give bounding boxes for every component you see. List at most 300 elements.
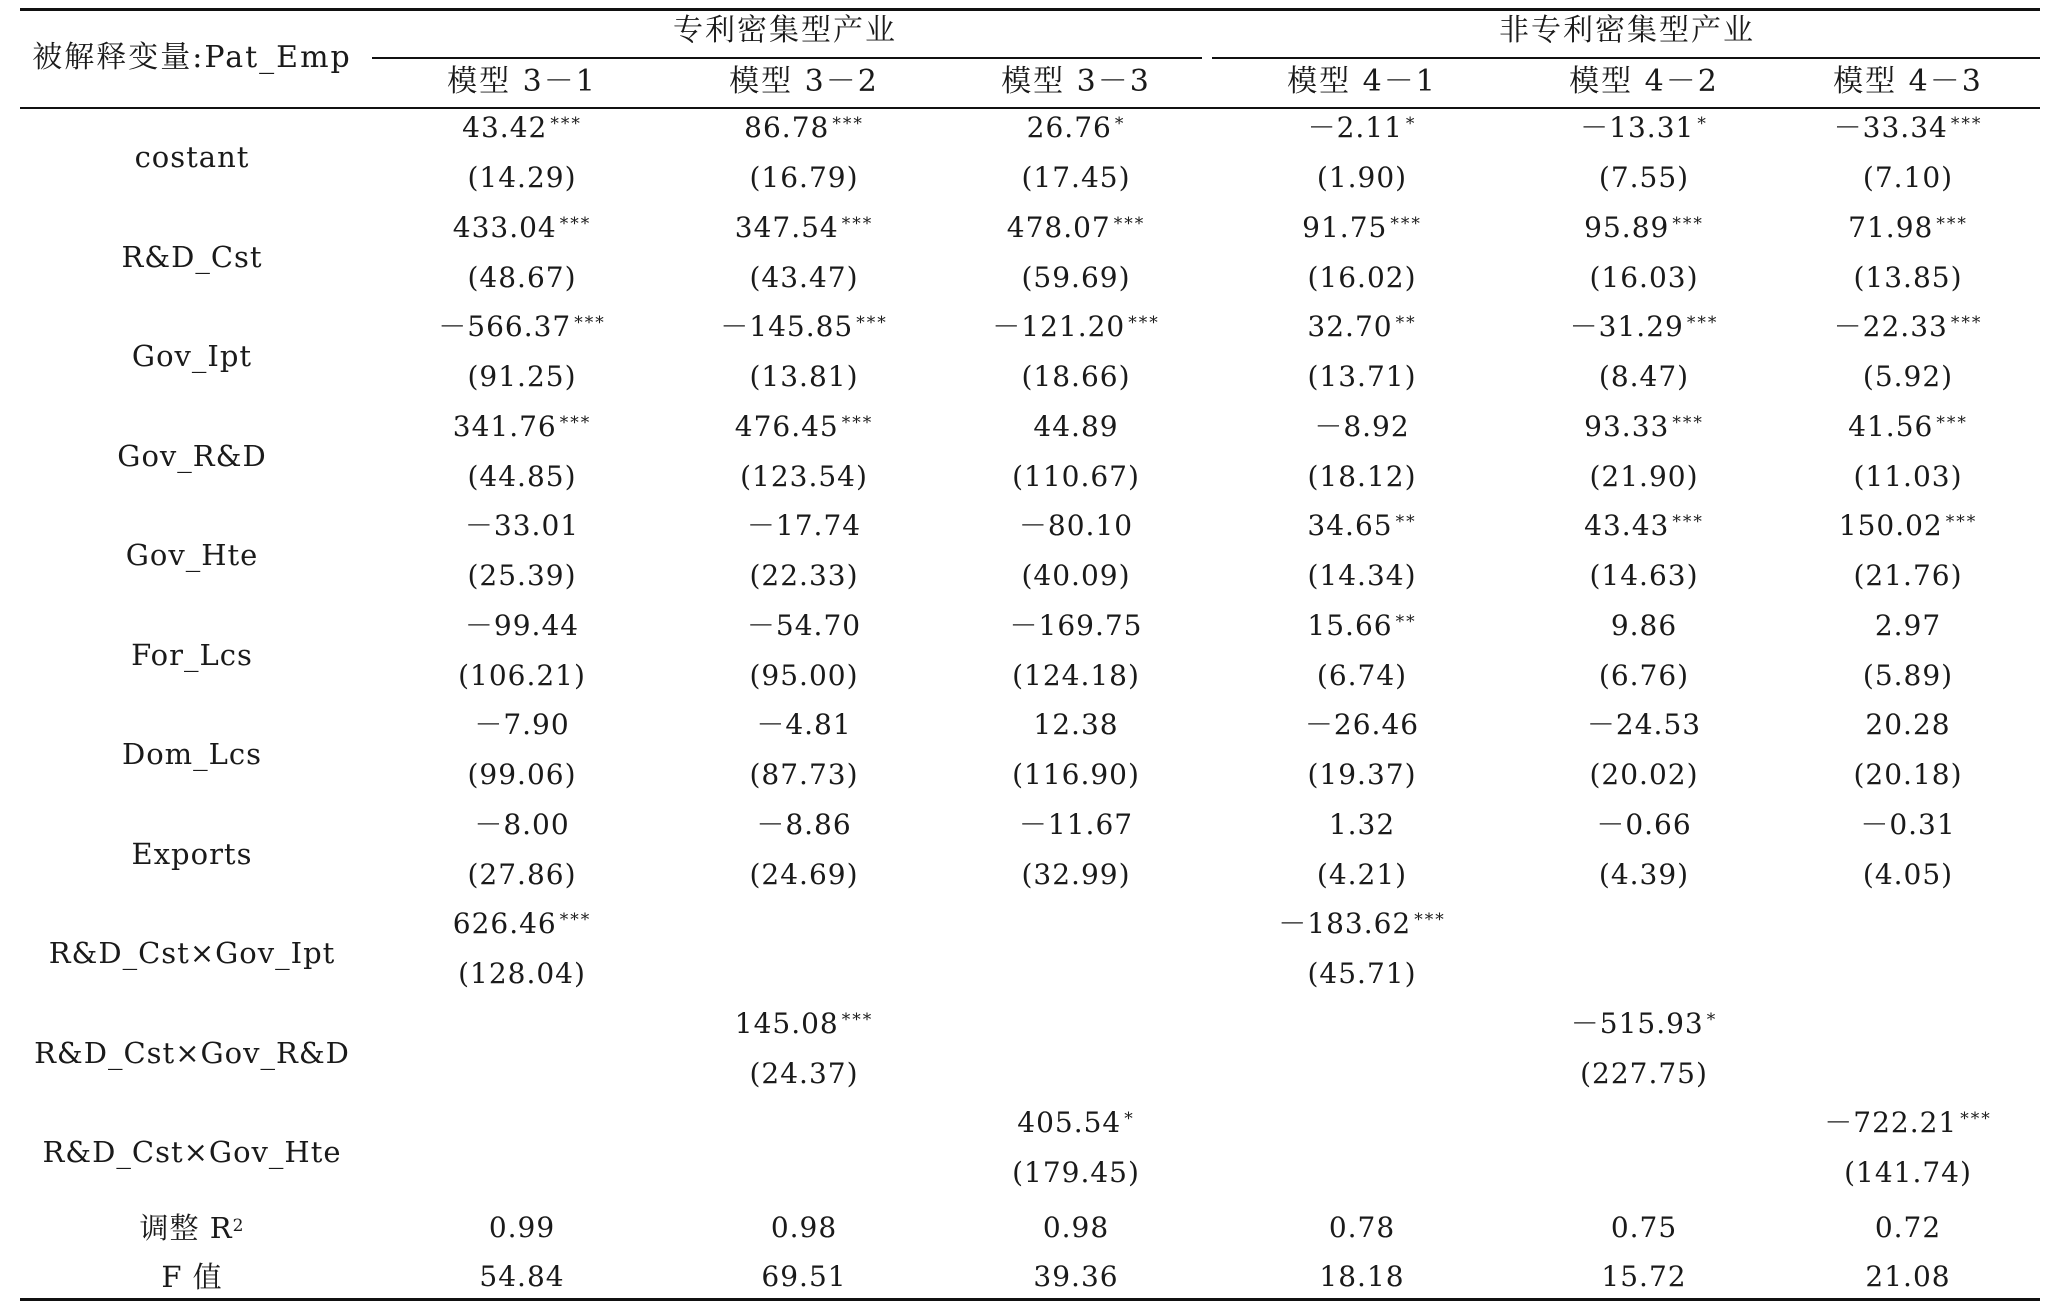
stat-label [140, 1211, 245, 1245]
row-label-text: Gov_Hte [125, 538, 259, 572]
group-header-non-patent-intensive-text: 非专利密集型产业 [1499, 13, 1755, 48]
row-label-text: Gov_R&D [117, 438, 267, 473]
model-header-text: 模型 3－2 [729, 64, 879, 99]
top-rule [20, 8, 2040, 11]
coef-cell [1019, 808, 1133, 842]
significance-stars: * [1405, 114, 1417, 134]
model-header [729, 65, 879, 99]
coef-cell-text: －0.31 [1860, 807, 1956, 841]
se-cell [1853, 758, 1962, 792]
stat-value-text: 0.99 [488, 1211, 556, 1244]
se-cell-text: (18.66) [1021, 360, 1131, 393]
se-cell-text: (17.45) [1021, 161, 1131, 194]
se-cell-text: (179.45) [1012, 1156, 1140, 1189]
significance-stars: *** [841, 1009, 874, 1030]
se-cell-text: (16.79) [749, 161, 859, 194]
group-header-non-patent-intensive [1499, 14, 1755, 48]
row-label-text: R&D_Cst×Gov_R&D [34, 1035, 350, 1070]
coef-cell [756, 708, 851, 742]
stat-value [1875, 1211, 1941, 1245]
coef-cell-text: －722.21 [1824, 1106, 1958, 1139]
se-cell [1844, 1156, 1972, 1190]
se-cell [467, 161, 576, 195]
se-cell [1589, 460, 1698, 494]
stat-label-text: 调整 R [139, 1211, 233, 1245]
coef-cell-text: －169.75 [1009, 608, 1143, 642]
stat-value-text: 0.78 [1328, 1211, 1396, 1244]
stat-label-superscript: 2 [232, 1216, 245, 1236]
coef-cell [1596, 808, 1691, 842]
stat-value [1611, 1211, 1677, 1245]
se-cell [467, 360, 576, 394]
coef-cell-text: 43.42 [462, 111, 548, 144]
significance-stars: *** [1113, 213, 1146, 234]
se-cell-text: (27.86) [467, 857, 577, 891]
coef-cell-text: 93.33 [1584, 409, 1670, 443]
coef-cell-text: 341.76 [452, 409, 557, 443]
coef-cell-text: 405.54 [1017, 1106, 1122, 1139]
coef-cell [1314, 410, 1409, 444]
coef-cell-text: 478.07 [1006, 210, 1111, 244]
stat-value [1329, 1211, 1395, 1245]
coef-cell [1033, 708, 1118, 742]
coef-cell-text: 71.98 [1848, 210, 1934, 244]
se-cell-text: (110.67) [1012, 459, 1140, 493]
se-cell-text: (32.99) [1021, 857, 1131, 891]
model-header-text: 模型 4－3 [1833, 64, 1983, 99]
significance-stars: *** [1672, 512, 1704, 532]
coef-cell [1307, 609, 1416, 643]
stat-value [761, 1260, 846, 1294]
model-header-text: 模型 3－1 [447, 64, 597, 99]
se-cell [1012, 1156, 1140, 1190]
stat-value-text: 0.75 [1610, 1211, 1678, 1244]
coef-cell [1329, 808, 1395, 842]
se-cell-text: (45.71) [1307, 957, 1417, 990]
row-label-text: costant [134, 140, 250, 174]
coef-cell [1587, 708, 1701, 742]
coef-cell-text: －7.90 [474, 708, 570, 741]
group-header-patent-intensive [673, 14, 897, 48]
se-cell-text: (25.39) [467, 559, 577, 592]
coef-cell-text: －8.92 [1314, 409, 1410, 443]
se-cell [1021, 360, 1130, 394]
se-cell [749, 659, 858, 693]
coef-cell-text: －121.20 [992, 310, 1126, 343]
coef-cell [992, 310, 1159, 344]
significance-stars: *** [1960, 1109, 1992, 1129]
coef-cell-text: 34.65 [1307, 509, 1393, 542]
coef-cell [744, 111, 864, 145]
se-cell [1021, 559, 1130, 593]
se-cell-text: (21.76) [1853, 559, 1963, 592]
se-cell [1863, 858, 1953, 892]
se-cell-text: (21.90) [1589, 459, 1699, 493]
significance-stars: ** [1395, 512, 1417, 532]
se-cell-text: (13.81) [749, 360, 859, 393]
coef-cell [1307, 310, 1416, 344]
row-label [42, 1135, 341, 1169]
coef-cell-text: 476.45 [734, 409, 839, 443]
coef-cell-text: 44.89 [1033, 409, 1119, 443]
se-cell-text: (6.76) [1598, 658, 1690, 692]
coef-cell [1834, 310, 1983, 344]
coef-cell-text: 91.75 [1302, 210, 1388, 244]
se-cell [1021, 161, 1130, 195]
coef-cell [756, 808, 851, 842]
coef-cell [1824, 1106, 1991, 1140]
coef-cell-text: 43.43 [1584, 509, 1670, 542]
coef-cell-text: 86.78 [744, 111, 830, 144]
se-cell [749, 1057, 858, 1091]
se-cell [749, 360, 858, 394]
se-cell [1317, 659, 1407, 693]
coef-cell-text: －26.46 [1304, 708, 1420, 741]
coef-cell [1278, 907, 1445, 941]
group-header-patent-intensive-text: 专利密集型产业 [673, 13, 897, 48]
se-cell [1012, 758, 1140, 792]
significance-stars: *** [550, 114, 582, 134]
se-cell-text: (20.18) [1853, 758, 1963, 791]
row-label-text: Dom_Lcs [121, 737, 263, 771]
row-label-text: Exports [131, 836, 253, 871]
coef-cell-text: －54.70 [746, 608, 862, 642]
significance-stars: *** [574, 313, 606, 333]
se-cell-text: (11.03) [1853, 459, 1963, 493]
significance-stars: *** [841, 213, 874, 234]
coef-cell [1584, 410, 1704, 444]
se-cell-text: (7.10) [1862, 161, 1954, 194]
se-cell-text: (4.21) [1316, 857, 1408, 891]
se-cell-text: (59.69) [1021, 260, 1131, 294]
se-cell [1307, 261, 1416, 295]
significance-stars: *** [1414, 910, 1446, 930]
model-header-text: 模型 4－1 [1287, 64, 1437, 99]
coef-cell-text: －183.62 [1278, 907, 1412, 940]
se-cell [1863, 360, 1953, 394]
model-header [1287, 65, 1437, 99]
coef-cell [1839, 509, 1977, 543]
se-cell [467, 261, 576, 295]
stat-value-text: 0.72 [1874, 1211, 1942, 1244]
significance-stars: ** [1395, 611, 1417, 632]
stat-value-text: 21.08 [1865, 1260, 1951, 1293]
se-cell [467, 758, 576, 792]
coef-cell-text: －0.66 [1596, 807, 1692, 841]
se-cell-text: (14.29) [467, 161, 577, 194]
se-cell [1317, 161, 1407, 195]
coef-cell-text: －145.85 [720, 310, 854, 343]
significance-stars: *** [1672, 213, 1704, 234]
se-cell-text: (13.85) [1853, 260, 1963, 294]
se-cell-text: (16.02) [1307, 260, 1417, 294]
coef-cell-text: －80.10 [1018, 509, 1134, 542]
se-cell [1599, 360, 1689, 394]
coef-cell-text: 145.08 [734, 1006, 839, 1040]
coef-cell [474, 808, 569, 842]
se-cell-text: (116.90) [1012, 758, 1140, 791]
coef-cell-text: －99.44 [464, 608, 580, 642]
significance-stars: *** [559, 412, 592, 433]
group-rule-right [1212, 57, 2040, 59]
se-cell-text: (106.21) [458, 658, 586, 692]
se-cell-text: (19.37) [1307, 758, 1417, 791]
se-cell-text: (91.25) [467, 360, 577, 393]
se-cell [1307, 360, 1416, 394]
model-header [447, 65, 597, 99]
se-cell-text: (14.34) [1307, 559, 1417, 592]
coef-cell [1834, 111, 1983, 145]
coef-cell-text: 1.32 [1328, 807, 1396, 841]
se-cell-text: (5.92) [1862, 360, 1954, 393]
row-label [131, 638, 253, 672]
se-cell [1012, 460, 1140, 494]
stat-value-text: 15.72 [1601, 1260, 1687, 1293]
coef-cell-text: －8.00 [474, 807, 570, 841]
stat-value [771, 1211, 837, 1245]
se-cell [749, 758, 858, 792]
coef-cell [1302, 211, 1422, 245]
se-cell-text: (8.47) [1598, 360, 1690, 393]
coef-cell [1017, 1106, 1134, 1140]
coef-cell-text: －2.11 [1307, 111, 1403, 144]
se-cell [1599, 161, 1689, 195]
coef-cell [1010, 609, 1143, 643]
coef-cell-text: 2.97 [1874, 608, 1942, 642]
significance-stars: *** [841, 412, 874, 433]
se-cell-text: (99.06) [467, 758, 577, 791]
stat-value [1319, 1260, 1404, 1294]
se-cell-text: (6.74) [1316, 658, 1408, 692]
stub-header-text: 被解释变量:Pat_Emp [32, 40, 352, 75]
coef-cell [1860, 808, 1955, 842]
se-cell-text: (22.33) [749, 559, 859, 592]
se-cell-text: (128.04) [458, 957, 586, 990]
coef-cell-text: 15.66 [1307, 608, 1393, 642]
coef-cell-text: 347.54 [734, 210, 839, 244]
stat-value-text: 0.98 [770, 1211, 838, 1244]
se-cell-text: (7.55) [1598, 161, 1690, 194]
stat-value [479, 1260, 564, 1294]
model-header [1833, 65, 1983, 99]
se-cell-text: (18.12) [1307, 459, 1417, 493]
se-cell [1012, 659, 1140, 693]
coef-cell-text: 20.28 [1865, 708, 1951, 741]
coef-cell [1033, 410, 1118, 444]
coef-cell [1307, 509, 1416, 543]
row-label-text: For_Lcs [131, 637, 253, 672]
se-cell [1021, 261, 1130, 295]
se-cell [1589, 559, 1698, 593]
significance-stars: *** [1950, 313, 1983, 333]
significance-stars: *** [1936, 213, 1968, 234]
se-cell-text: (14.63) [1589, 559, 1699, 592]
se-cell-text: (87.73) [749, 758, 859, 791]
coef-cell-text: 95.89 [1584, 210, 1670, 244]
se-cell [1863, 659, 1953, 693]
coef-cell-text: －33.34 [1833, 111, 1948, 144]
coef-cell [1308, 111, 1417, 145]
significance-stars: *** [1936, 412, 1968, 433]
se-cell [458, 957, 586, 991]
coef-cell [1848, 410, 1968, 444]
coef-cell-text: －566.37 [438, 310, 572, 343]
model-header-text: 模型 3－3 [1001, 64, 1151, 99]
row-label-text: R&D_Cst×Gov_Hte [42, 1135, 342, 1169]
coef-cell [462, 111, 582, 145]
se-cell [1589, 261, 1698, 295]
se-cell-text: (4.05) [1862, 857, 1954, 891]
se-cell-text: (16.03) [1589, 260, 1699, 294]
coef-cell [1865, 708, 1950, 742]
coef-cell [735, 211, 873, 245]
coef-cell [1580, 111, 1708, 145]
se-cell [749, 161, 858, 195]
se-cell [1580, 1057, 1708, 1091]
coef-cell [747, 609, 861, 643]
model-header [1569, 65, 1719, 99]
significance-stars: * [1706, 1009, 1718, 1030]
coef-cell [465, 509, 579, 543]
se-cell [1863, 161, 1953, 195]
coef-cell [1584, 509, 1704, 543]
coef-cell-text: －24.53 [1586, 708, 1702, 741]
significance-stars: *** [1945, 512, 1978, 532]
significance-stars: ** [1395, 313, 1417, 333]
coef-cell [453, 907, 591, 941]
significance-stars: * [1124, 1109, 1135, 1129]
stat-value-text: 18.18 [1319, 1260, 1405, 1293]
se-cell-text: (20.02) [1589, 758, 1699, 791]
group-rule-left [372, 57, 1202, 59]
significance-stars: *** [1390, 213, 1422, 234]
se-cell [1599, 858, 1689, 892]
se-cell [467, 858, 576, 892]
se-cell-text: (13.71) [1307, 360, 1417, 393]
coef-cell [453, 211, 591, 245]
se-cell-text: (4.39) [1598, 857, 1690, 891]
coef-cell [1848, 211, 1968, 245]
coef-cell [474, 708, 569, 742]
se-cell [467, 460, 576, 494]
se-cell [1307, 758, 1416, 792]
coef-cell-text: 12.38 [1033, 708, 1119, 741]
se-cell [1589, 758, 1698, 792]
stat-value [1601, 1260, 1686, 1294]
stat-value [489, 1211, 555, 1245]
coef-cell-text: 41.56 [1848, 409, 1934, 443]
row-label-text: R&D_Cst [121, 239, 263, 274]
se-cell-text: (1.90) [1316, 161, 1408, 194]
row-label-text: R&D_Cst×Gov_Ipt [48, 936, 336, 970]
row-label [126, 538, 259, 572]
model-header-text: 模型 4－2 [1569, 64, 1719, 99]
coef-cell [720, 310, 887, 344]
coef-cell-text: －8.86 [756, 807, 852, 841]
coef-cell-text: 150.02 [1838, 509, 1943, 542]
stat-value-text: 69.51 [761, 1260, 847, 1293]
model-header [1001, 65, 1151, 99]
stub-header [32, 41, 351, 75]
significance-stars: *** [1672, 412, 1704, 433]
se-cell-text: (123.54) [740, 459, 868, 493]
stat-value-text: 54.84 [479, 1260, 565, 1293]
se-cell-text: (40.09) [1021, 559, 1131, 592]
significance-stars: *** [559, 213, 592, 234]
stat-value [1043, 1211, 1109, 1245]
coef-cell [1611, 609, 1677, 643]
row-label [34, 1036, 350, 1070]
significance-stars: *** [1686, 313, 1719, 333]
row-label [49, 936, 336, 970]
se-cell [1317, 858, 1407, 892]
se-cell [467, 559, 576, 593]
se-cell [740, 460, 868, 494]
header-bottom-rule [20, 107, 2040, 109]
coef-cell-text: －13.31 [1580, 111, 1695, 144]
row-label [117, 439, 266, 473]
coef-cell [453, 410, 591, 444]
se-cell [458, 659, 586, 693]
coef-cell [1570, 310, 1719, 344]
significance-stars: *** [559, 910, 592, 930]
se-cell [1307, 559, 1416, 593]
se-cell-text: (227.75) [1580, 1056, 1708, 1090]
se-cell-text: (95.00) [749, 658, 859, 692]
coef-cell [1007, 211, 1145, 245]
significance-stars: * [1697, 114, 1708, 134]
coef-cell-text: －33.01 [464, 509, 580, 542]
se-cell [749, 261, 858, 295]
se-cell-text: (124.18) [1012, 658, 1140, 692]
coef-cell [1571, 1007, 1717, 1041]
coef-cell [747, 509, 861, 543]
se-cell [1021, 858, 1130, 892]
se-cell-text: (44.85) [467, 459, 577, 493]
coef-cell [465, 609, 579, 643]
se-cell [1307, 460, 1416, 494]
row-label-text: Gov_Ipt [131, 339, 253, 373]
se-cell [749, 559, 858, 593]
bottom-rule [20, 1298, 2040, 1301]
stat-value-text: 0.98 [1042, 1211, 1110, 1244]
se-cell-text: (43.47) [749, 260, 859, 294]
coef-cell-text: －22.33 [1833, 310, 1948, 343]
stat-value [1865, 1260, 1950, 1294]
stat-value [1033, 1260, 1118, 1294]
stat-label-text: F 值 [161, 1260, 223, 1294]
significance-stars: *** [856, 313, 888, 333]
row-label [135, 140, 250, 174]
se-cell [1853, 460, 1962, 494]
stat-label [161, 1260, 222, 1294]
se-cell-text: (141.74) [1844, 1156, 1972, 1189]
coef-cell-text: 433.04 [452, 210, 557, 244]
se-cell [749, 858, 858, 892]
coef-cell-text: 26.76 [1026, 111, 1112, 144]
coef-cell-text: 32.70 [1307, 310, 1393, 343]
se-cell-text: (48.67) [467, 260, 577, 294]
row-label [132, 837, 253, 871]
significance-stars: *** [1950, 114, 1983, 134]
coef-cell [735, 410, 873, 444]
coef-cell [735, 1007, 873, 1041]
se-cell-text: (24.37) [749, 1056, 859, 1090]
se-cell-text: (24.69) [749, 857, 859, 891]
se-cell-text: (5.89) [1862, 658, 1954, 692]
coef-cell [1875, 609, 1941, 643]
coef-cell-text: －11.67 [1018, 807, 1134, 841]
